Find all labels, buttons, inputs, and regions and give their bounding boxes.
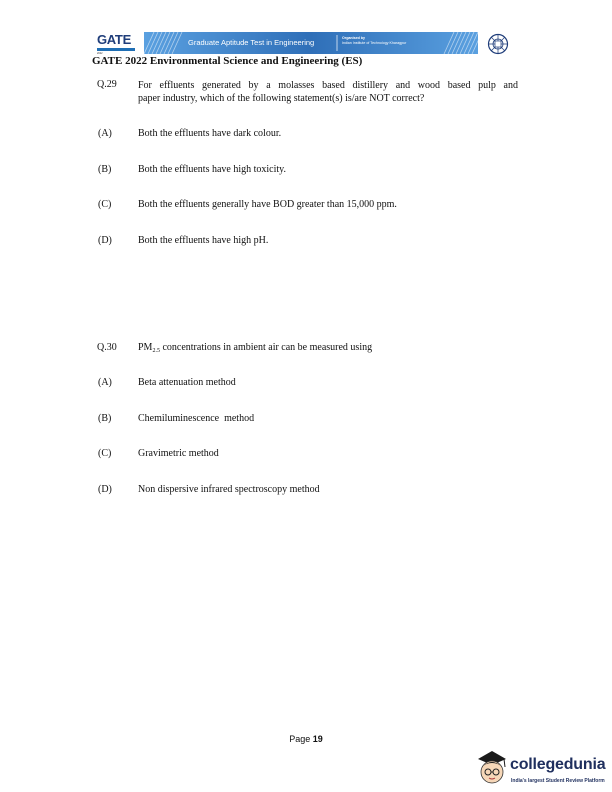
- q29-option-d-text: Both the effluents have high pH.: [138, 235, 269, 246]
- q29-option-b-label: (B): [98, 164, 112, 175]
- question-30-text: [138, 342, 372, 354]
- page-label: Page: [289, 734, 311, 744]
- collegedunia-tagline: India's largest Student Review Platform: [511, 778, 605, 784]
- collegedunia-brand: collegedunia: [510, 756, 606, 773]
- organiser-label: Organised by: [342, 36, 365, 40]
- question-30-pm: PM: [138, 342, 153, 353]
- q29-option-c-text: Both the effluents generally have BOD greater than 15,000 ppm.: [138, 199, 397, 210]
- gate-logo-stripe: [97, 48, 135, 51]
- iit-emblem-icon: [487, 33, 509, 55]
- q30-option-b-label: (B): [98, 413, 112, 424]
- q30-option-a-text: Beta attenuation method: [138, 377, 236, 388]
- q30-option-d-text: Non dispersive infrared spectroscopy method: [138, 484, 320, 495]
- q30-option-d-label: (D): [98, 484, 112, 495]
- paper-title: GATE 2022 Environmental Science and Engineering (ES): [92, 55, 363, 67]
- q30-option-a-label: (A): [98, 377, 112, 388]
- question-30-text-rest: concentrations in ambient air can be measured using: [159, 342, 373, 353]
- q30-option-c-label: (C): [98, 448, 112, 459]
- q29-option-d-label: (D): [98, 235, 112, 246]
- question-30-number: Q.30: [97, 342, 117, 353]
- q30-option-c-text: Gravimetric method: [138, 448, 219, 459]
- collegedunia-mascot-icon: [474, 745, 510, 789]
- gate-logo-text: GATE: [97, 32, 131, 47]
- q29-option-b-text: Both the effluents have high toxicity.: [138, 164, 287, 175]
- q29-option-a-text: Both the effluents have dark colour.: [138, 128, 282, 139]
- q30-option-b-text: Chemiluminescence method: [138, 413, 255, 424]
- question-30-pm-subscript: 2.5: [152, 348, 160, 354]
- gate-logo-small-text: 2022: [97, 52, 103, 55]
- page-number-value: 19: [312, 734, 323, 744]
- question-29-text-line2: paper industry, which of the following statement(s) is/are NOT correct?: [138, 93, 425, 104]
- organiser-name: Indian Institute of Technology Kharagpur: [342, 40, 407, 45]
- question-29-text-line1: For effluents generated by a molasses based distillery and wood based pulp and: [138, 80, 518, 91]
- question-29-text: [138, 79, 518, 105]
- q29-option-a-label: (A): [98, 128, 112, 139]
- banner-title: Graduate Aptitude Test in Engineering: [188, 38, 315, 47]
- question-29-number: Q.29: [97, 79, 117, 90]
- banner-organiser: [342, 36, 406, 45]
- page-number: [0, 734, 612, 744]
- q29-option-c-label: (C): [98, 199, 112, 210]
